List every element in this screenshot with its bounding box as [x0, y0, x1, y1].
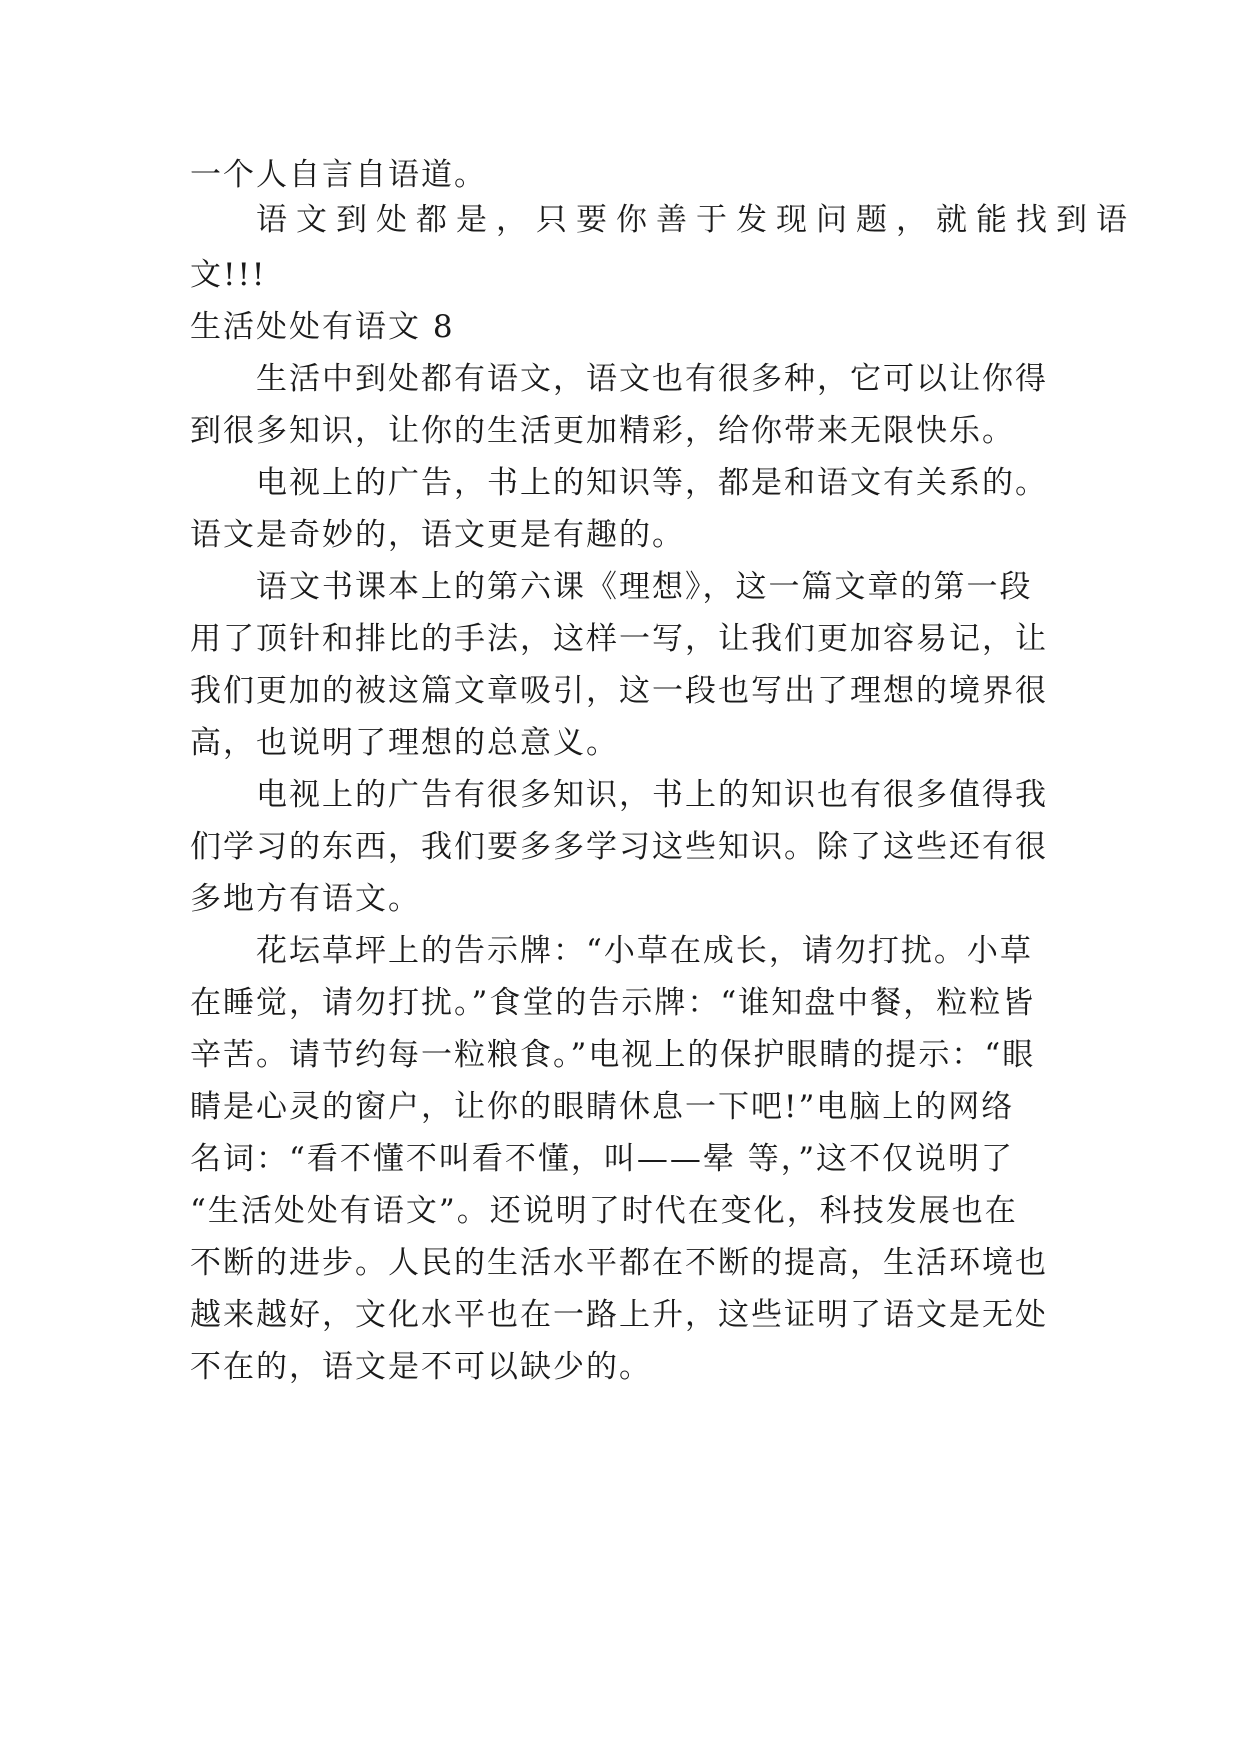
- text-line: 睛是心灵的窗户，让你的眼睛休息一下吧!”电脑上的网络: [190, 1089, 1015, 1125]
- text-line: 语文是奇妙的，语文更是有趣的。: [190, 517, 685, 553]
- text-line: 电视上的广告，书上的知识等，都是和语文有关系的。: [256, 465, 1048, 501]
- section-heading: 生活处处有语文 8: [190, 309, 455, 345]
- text-line: 花坛草坪上的告示牌：“小草在成长，请勿打扰。小草: [256, 933, 1033, 969]
- text-line: 们学习的东西，我们要多多学习这些知识。除了这些还有很: [190, 829, 1048, 865]
- text-line: 越来越好，文化水平也在一路上升，这些证明了语文是无处: [190, 1297, 1048, 1333]
- text-line: 生活中到处都有语文，语文也有很多种，它可以让你得: [256, 361, 1048, 397]
- text-line: 高，也说明了理想的总意义。: [190, 725, 619, 761]
- text-line: 不断的进步。人民的生活水平都在不断的提高，生活环境也: [190, 1245, 1048, 1281]
- text-line: 辛苦。请节约每一粒粮食。”电视上的保护眼睛的提示：“眼: [190, 1037, 1036, 1073]
- text-line: 电视上的广告有很多知识，书上的知识也有很多值得我: [256, 777, 1048, 813]
- text-line: 在睡觉，请勿打扰。”食堂的告示牌：“谁知盘中餐，粒粒皆: [190, 985, 1036, 1021]
- text-line: 名词：“看不懂不叫看不懂，叫——晕 等，”这不仅说明了: [190, 1141, 1015, 1177]
- text-line: 一个人自言自语道。: [190, 157, 487, 193]
- text-line: 多地方有语文。: [190, 881, 421, 917]
- text-line: 到很多知识，让你的生活更加精彩，给你带来无限快乐。: [190, 413, 1015, 449]
- text-line: 不在的，语文是不可以缺少的。: [190, 1349, 652, 1385]
- text-line: 语文到处都是，只要你善于发现问题，就能找到语: [256, 202, 1136, 238]
- text-line: 用了顶针和排比的手法，这样一写，让我们更加容易记，让: [190, 621, 1048, 657]
- text-line: 文!!!: [190, 257, 267, 293]
- text-line: 我们更加的被这篇文章吸引，这一段也写出了理想的境界很: [190, 673, 1048, 709]
- text-line: “生活处处有语文”。还说明了时代在变化，科技发展也在: [190, 1193, 1018, 1229]
- text-line: 语文书课本上的第六课《理想》，这一篇文章的第一段: [256, 569, 1033, 605]
